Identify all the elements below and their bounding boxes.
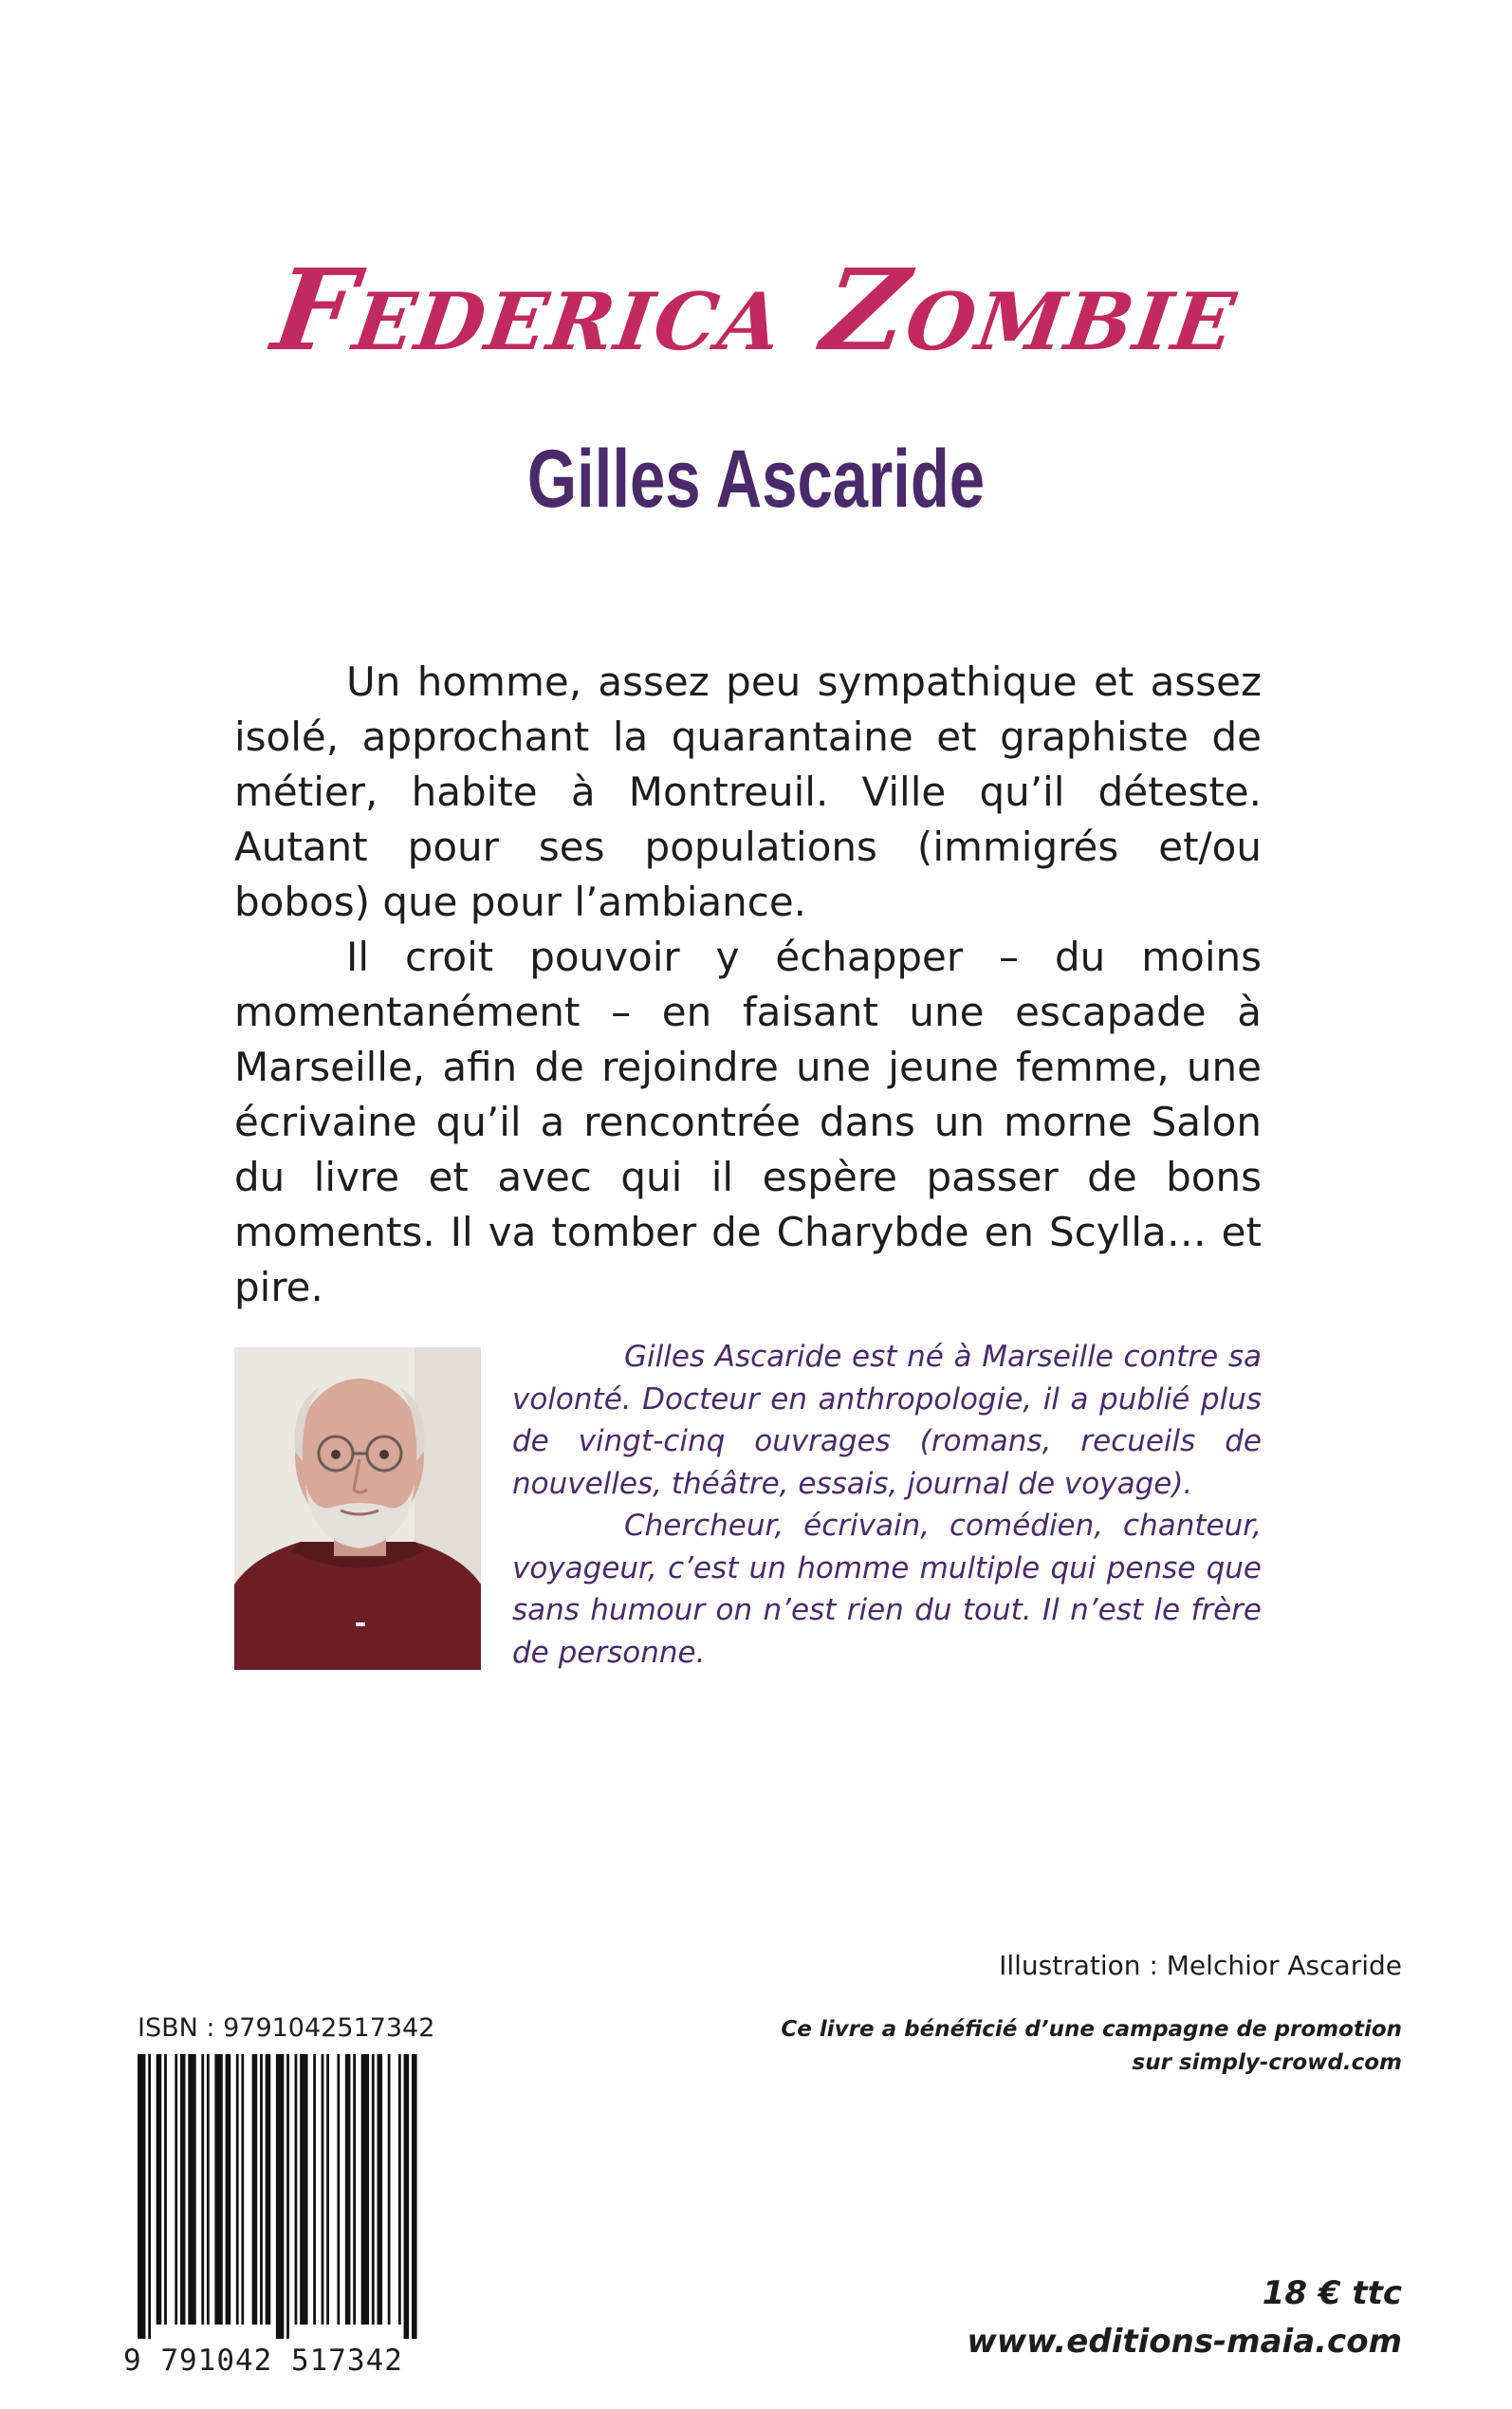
barcode-bar	[300, 2054, 307, 2325]
barcode-bar	[266, 2054, 271, 2325]
barcode-bar	[164, 2054, 167, 2325]
barcode-bar	[188, 2054, 195, 2325]
synopsis-paragraph: Un homme, assez peu sympathique et assez isolé, approchant la quarantaine et graphiste de métier, habite à Montreuil. Ville qu’il déteste. Autant pour ses populations (immigrés et/ou bobos) que pour l’ambiance.	[234, 658, 1262, 925]
barcode-bar	[138, 2054, 145, 2339]
barcode-bar	[236, 2054, 239, 2325]
price: 18 € ttc	[1262, 2274, 1402, 2312]
portrait-photo-icon	[234, 1347, 481, 1670]
promotion-note	[781, 2013, 1402, 2080]
barcode-bar	[276, 2054, 284, 2339]
author-bio	[512, 1336, 1262, 1674]
barcode-bar	[361, 2054, 369, 2325]
barcode-bar	[378, 2054, 383, 2325]
barcode-bar	[148, 2054, 151, 2339]
illustration-credit: Illustration : Melchior Ascaride	[999, 1950, 1402, 1981]
barcode-bar	[337, 2054, 340, 2325]
barcode-bar	[260, 2054, 263, 2325]
barcode-bar	[313, 2054, 316, 2325]
barcode-bar	[372, 2054, 375, 2325]
author-photo	[234, 1347, 481, 1670]
barcode-bar	[207, 2054, 210, 2325]
barcode-bar	[388, 2054, 391, 2325]
barcode-bar	[286, 2054, 289, 2339]
barcode-bar	[214, 2054, 222, 2325]
publisher-website: www.editions-maia.com	[967, 2323, 1402, 2361]
book-title: Federica Zombie	[266, 244, 1246, 376]
barcode-bar	[404, 2054, 410, 2339]
barcode-bar	[322, 2054, 324, 2325]
bio-paragraph: Gilles Ascaride est né à Marseille contre sa volonté. Docteur en anthropologie, il a publié plus de vingt-cinq ouvrages (romans, recueils de nouvelles, théâtre, essais, journal de voyage).	[512, 1340, 1262, 1501]
promotion-line: sur simply-crowd.com	[1132, 2050, 1402, 2075]
barcode-icon	[138, 2054, 425, 2339]
barcode-bar	[241, 2054, 244, 2325]
promotion-line: Ce livre a bénéficié d’une campagne de promotion	[781, 2017, 1402, 2042]
barcode-bar	[295, 2054, 298, 2325]
barcode-bar	[201, 2054, 204, 2325]
barcode-bar	[398, 2054, 401, 2325]
synopsis	[234, 655, 1262, 1315]
barcode-bar	[353, 2054, 356, 2325]
barcode-bar	[175, 2054, 177, 2325]
barcode-bar	[226, 2054, 231, 2325]
barcode-bar	[180, 2054, 186, 2325]
barcode-bar	[326, 2054, 329, 2325]
bio-paragraph: Chercheur, écrivain, comédien, chanteur, voyageur, c’est un homme multiple qui pense que sans humour on n’est rien du tout. Il n’est le frère de personne.	[512, 1509, 1262, 1670]
barcode-bar	[345, 2054, 351, 2325]
barcode-bar	[157, 2054, 162, 2325]
barcode-digits: 9 791042 517342	[123, 2344, 403, 2378]
barcode-bar	[252, 2054, 258, 2325]
author-name: Gilles Ascaride	[526, 434, 986, 525]
isbn-label: ISBN : 9791042517342	[138, 2013, 435, 2043]
barcode-bar	[412, 2054, 417, 2339]
synopsis-paragraph: Il croit pouvoir y échapper – du moins momentanément – en faisant une escapade à Marseille, afin de rejoindre une jeune femme, une écrivaine qu’il a rencontrée dans un morne Salon du livre et avec qui il espère passer de bons moments. Il va tomber de Charybde en Scylla… et pire.	[234, 934, 1262, 1310]
